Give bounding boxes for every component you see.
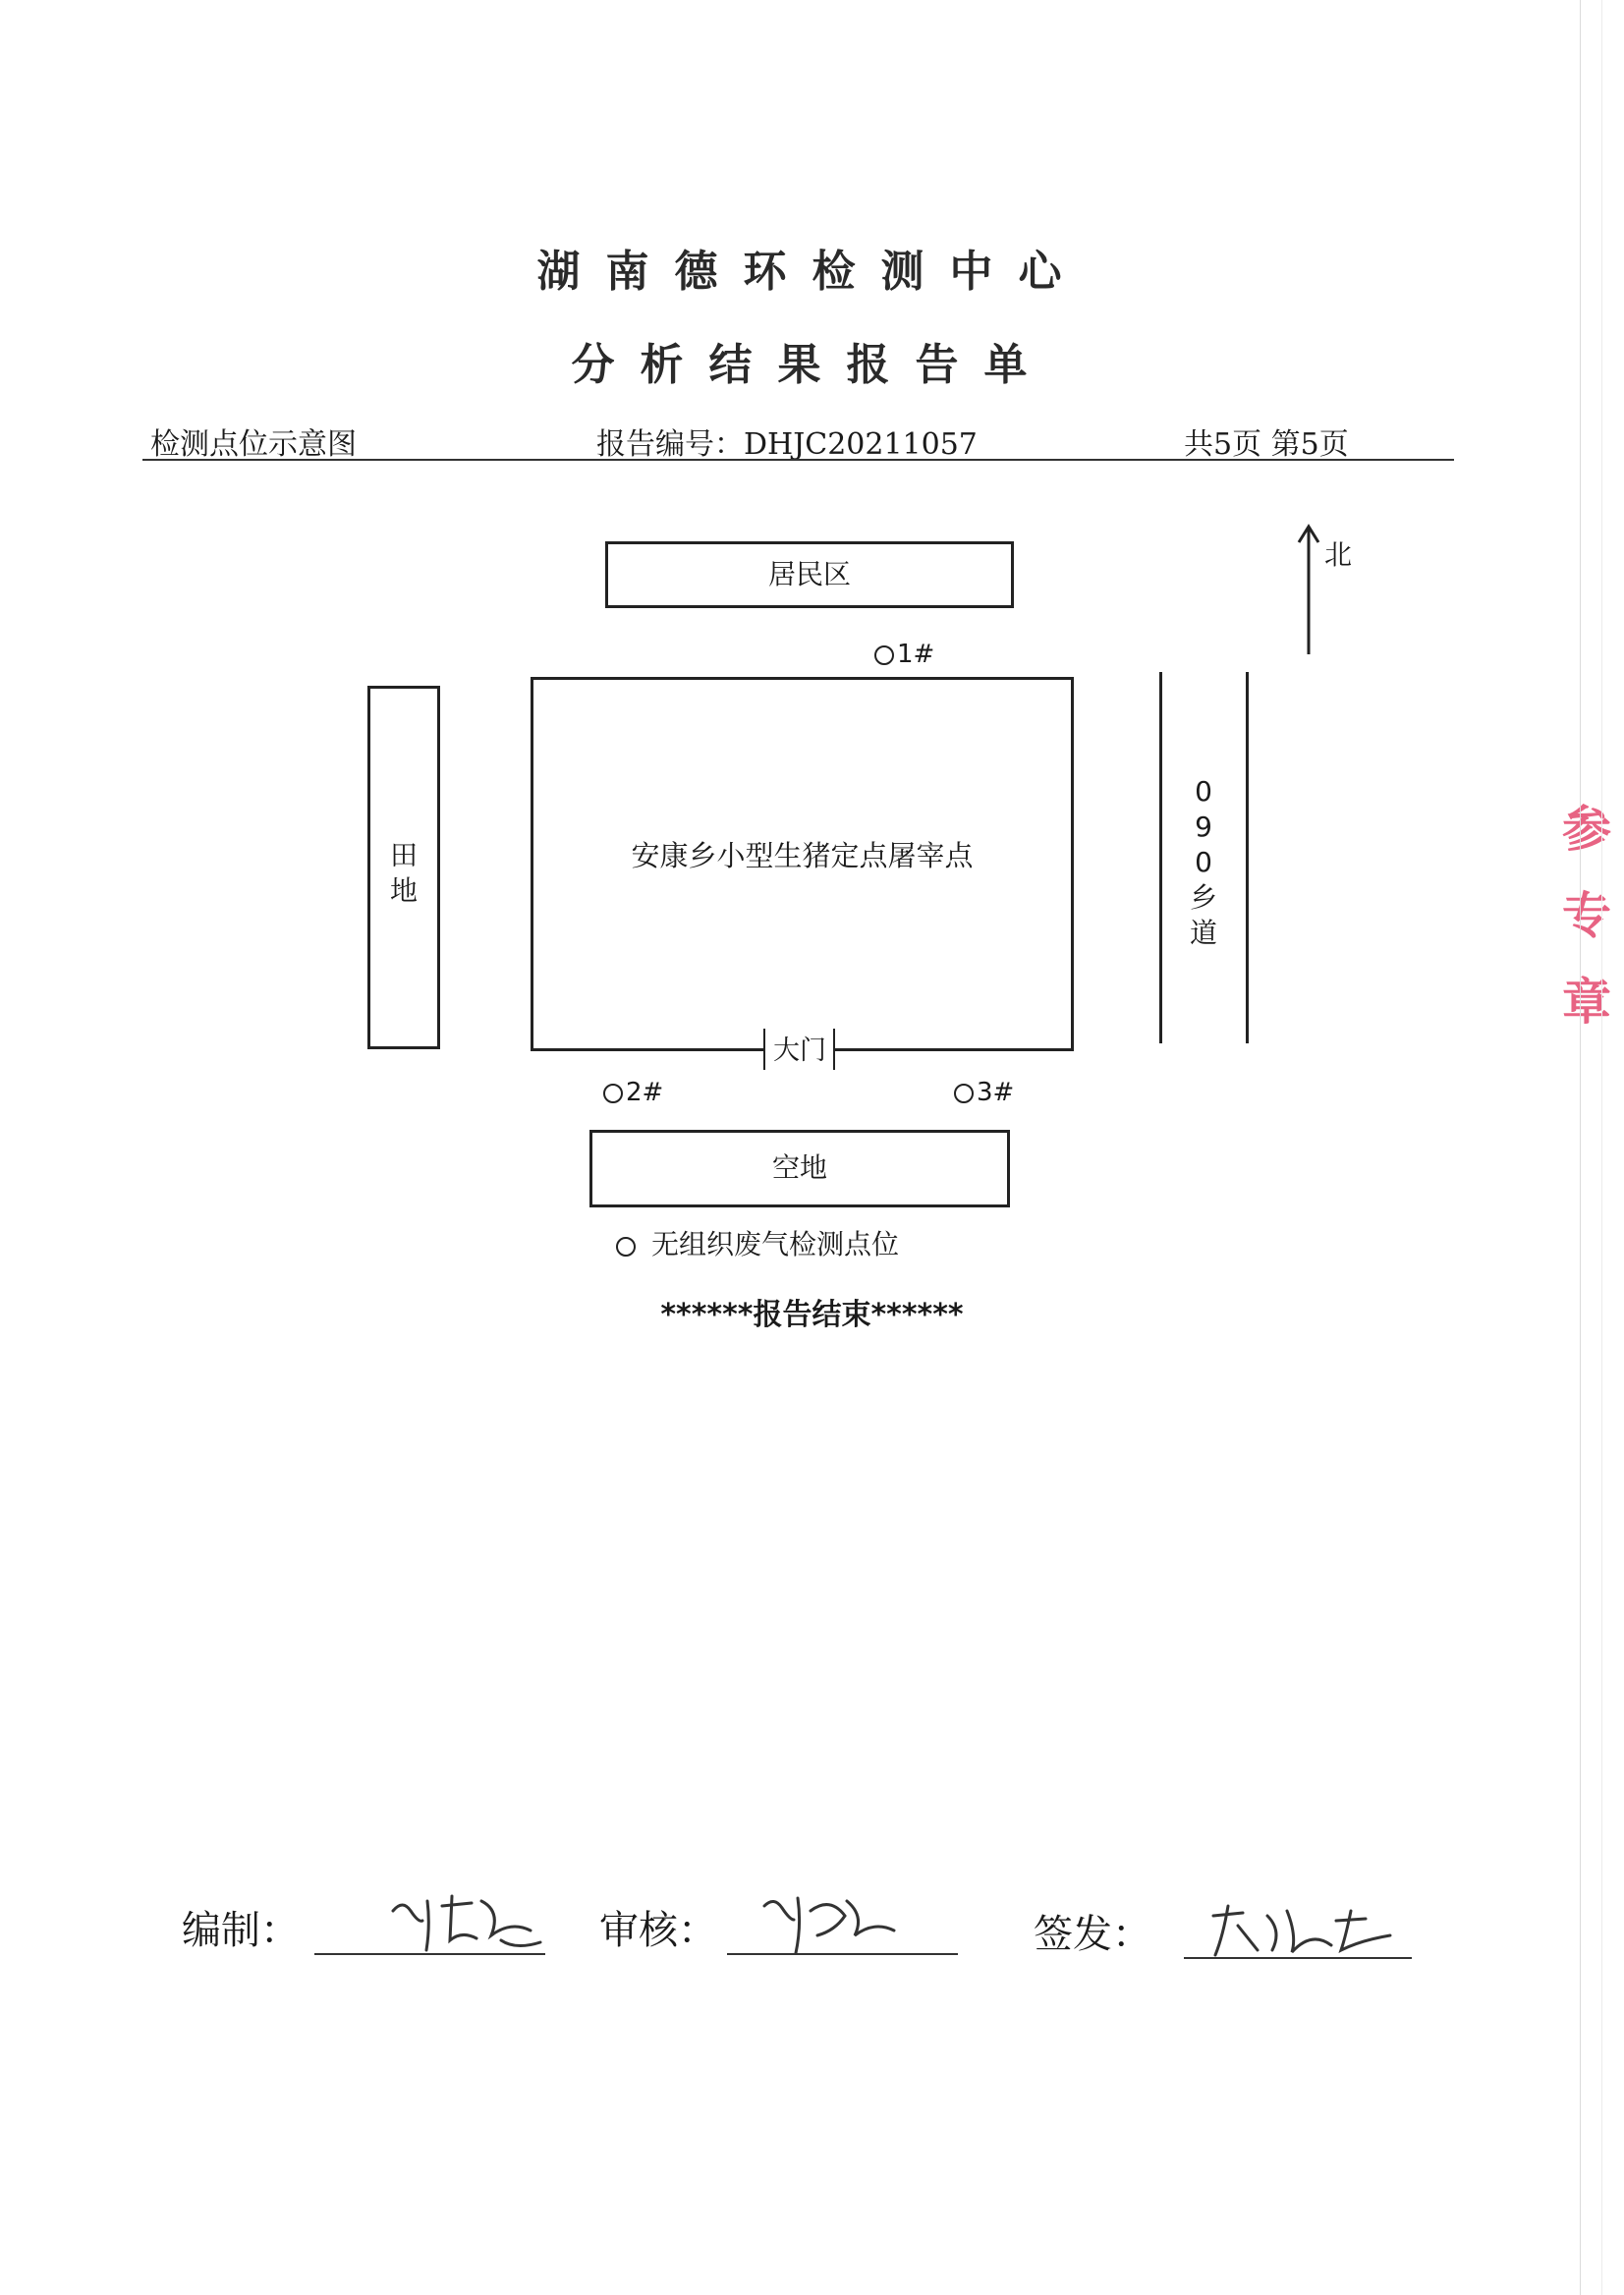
issue-signature xyxy=(1204,1891,1400,1965)
north-label: 北 xyxy=(1324,538,1353,571)
empty-lot-box xyxy=(589,1130,1010,1207)
facility-bottom-wall-left xyxy=(531,1048,763,1051)
section-name: 检测点位示意图 xyxy=(150,427,357,462)
monitoring-point-2 xyxy=(603,1078,663,1107)
road-edge-left xyxy=(1159,672,1162,1043)
field-label-bottom: 地 xyxy=(389,874,418,907)
point-2-label: 2# xyxy=(626,1078,664,1107)
road-char: 道 xyxy=(1189,917,1217,949)
monitoring-point-1 xyxy=(874,640,934,669)
field-label-top: 田 xyxy=(389,839,418,871)
review-signature xyxy=(756,1876,904,1960)
north-arrow-icon xyxy=(1295,521,1324,658)
legend xyxy=(616,1223,899,1262)
point-1-label: 1# xyxy=(897,640,935,669)
facility-top-wall xyxy=(531,677,1074,680)
empty-lot-label: 空地 xyxy=(771,1151,827,1184)
legend-label: 无组织废气检测点位 xyxy=(651,1228,900,1260)
report-number: 报告编号：DHJC20211057 xyxy=(596,427,978,462)
road-char: 0 xyxy=(1195,775,1212,808)
residential-label: 居民区 xyxy=(767,558,851,590)
road-char: 0 xyxy=(1195,846,1212,878)
monitoring-point-3 xyxy=(954,1078,1014,1107)
issue-label: 签发： xyxy=(1034,1912,1151,1957)
org-title: 湖南德环检测中心 xyxy=(536,247,1088,297)
circle-marker-icon xyxy=(616,1237,636,1257)
scan-edge-line xyxy=(1601,0,1602,2295)
field-box xyxy=(367,686,440,1049)
residential-box xyxy=(605,541,1014,608)
report-title: 分析结果报告单 xyxy=(571,340,1053,390)
report-end: ******报告结束****** xyxy=(660,1298,964,1332)
review-label: 审核： xyxy=(599,1908,717,1953)
point-3-label: 3# xyxy=(977,1078,1015,1107)
official-stamp xyxy=(1562,786,1611,1045)
circle-marker-icon xyxy=(603,1084,623,1103)
stamp-char: 专 xyxy=(1562,887,1611,944)
gate-post-right xyxy=(833,1029,835,1070)
facility-bottom-wall-right xyxy=(835,1048,1074,1051)
header-rule xyxy=(142,459,1454,461)
circle-marker-icon xyxy=(874,645,894,665)
road-edge-right xyxy=(1246,672,1249,1043)
scan-edge-line xyxy=(1580,0,1581,2295)
page-info: 共5页 第5页 xyxy=(1184,427,1349,462)
compile-label: 编制： xyxy=(182,1908,300,1953)
compile-signature xyxy=(383,1881,550,1960)
road-label xyxy=(1184,774,1223,951)
gate-post-left xyxy=(763,1029,765,1070)
road-char: 乡 xyxy=(1189,881,1217,914)
gate-label: 大门 xyxy=(773,1036,826,1066)
stamp-char: 章 xyxy=(1562,974,1611,1031)
facility-name: 安康乡小型生猪定点屠宰点 xyxy=(631,839,974,872)
road-char: 9 xyxy=(1195,811,1212,843)
stamp-char: 参 xyxy=(1562,801,1611,858)
circle-marker-icon xyxy=(954,1084,974,1103)
